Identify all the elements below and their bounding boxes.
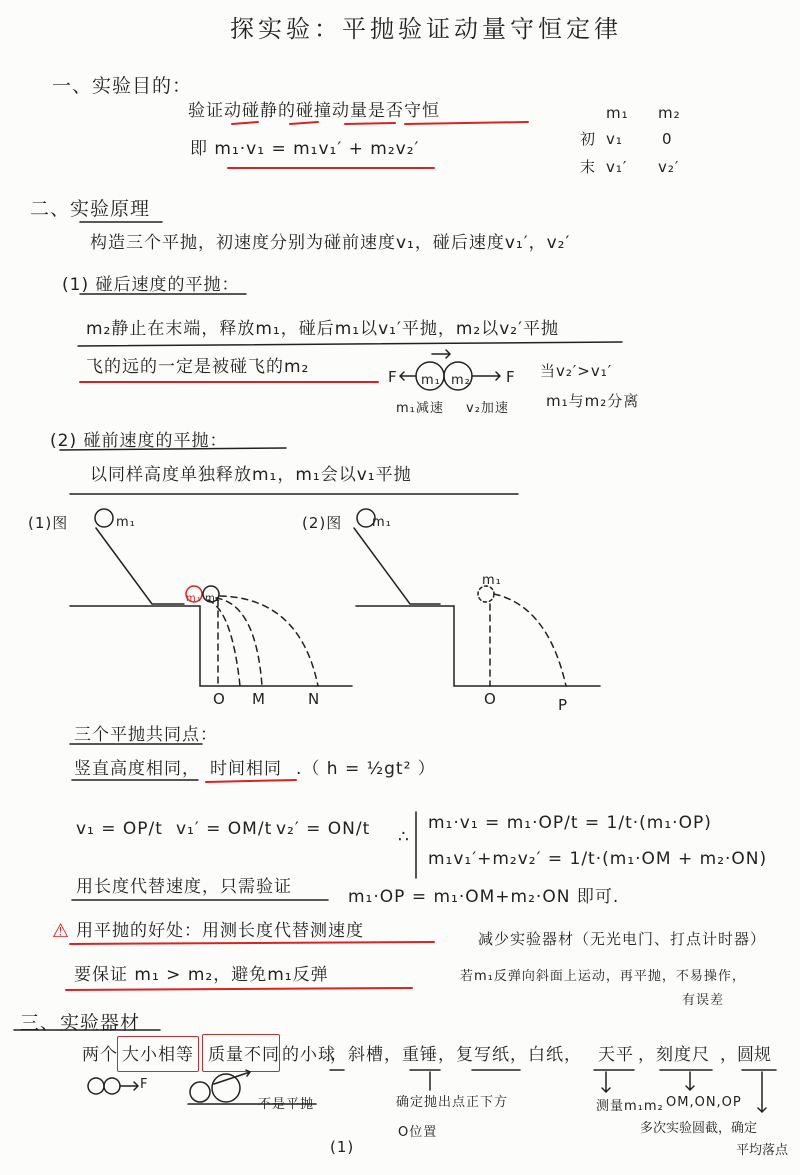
therefore-symbol: ∴ [398,827,410,847]
fig1-collision-m1-label: m₁ [186,593,202,604]
underline-mass [66,988,412,990]
final-equation: m₁·OP = m₁·OM+m₂·ON 即可. [348,887,620,907]
page-title: 探实验：平抛验证动量守恒定律 [230,15,622,43]
sphere-large-1 [190,1082,210,1102]
underline-sub2 [60,448,286,450]
v1-formula: v₁ = OP/t [76,819,163,839]
fig1-path-m2 [220,596,318,686]
compass-arrow [758,1072,766,1112]
underline-time [206,780,296,782]
sphere-small-1 [88,1078,104,1094]
fig2-top-label: m₁ [482,573,502,588]
force-ball-m1 [416,362,444,390]
force-right-label: F [506,368,516,386]
underline-conserve [405,122,528,124]
fig1-ball-label: m₁ [116,515,136,530]
ball-m2-label: m₂ [451,373,471,388]
sphere-arrow [120,1082,138,1090]
fig2-point-P: P [558,696,569,714]
fig2-ball [357,509,375,527]
fig1-collision-ball-m1 [186,586,202,602]
mass-condition: 要保证 m₁ > m₂，避免m₁反弹 [74,965,329,985]
fig2-path [494,594,566,686]
fig1-point-N: N [308,690,321,708]
equipment-compass: ，圆规 [720,1045,771,1065]
force-arrow-right [472,372,500,380]
fewer-equipment-note: 减少实验器材（无光电门、打点计时器） [478,930,767,948]
v2-prime-formula: v₂′ = ON/t [276,819,371,839]
fall-formula: .（ h = ½gt² ） [296,759,436,779]
table-head-m1: m₁ [606,104,629,122]
equation-after: m₁v₁′+m₂v₂′ = 1/t·(m₁·OM + m₂·ON) [428,849,768,869]
m1-decelerate-note: m₁减速 [396,401,444,416]
underline-jing [290,122,318,124]
force-arrow-left [400,372,416,380]
section-2-heading: 二、实验原理 [30,198,151,220]
equipment-balance: 天平 [598,1045,634,1065]
balance-note: 测量m₁m₂ [596,1099,664,1114]
underline-sub1-line1 [78,342,622,346]
equation-before: m₁·v₁ = m₁·OP/t = 1/t·(m₁·OP) [428,813,712,833]
sphere-small-2 [104,1078,120,1094]
equipment-list: ，斜槽，重锤，复写纸，白纸， [330,1045,582,1065]
velocity-arrow-top [432,350,450,358]
common-height: 竖直高度相同， [74,759,200,779]
table-row-initial-label: 初 [580,130,597,148]
table-row-final-m1: v₁′ [606,158,628,176]
underline-collision [345,123,395,124]
equipment-same-size: 大小相等 [122,1045,194,1065]
separation-condition: 当v₂′>v₁′ [540,362,613,380]
sub2-title: (2) 碰前速度的平抛： [50,431,228,451]
table-row-final-m2: v₂′ [658,158,680,176]
fig1-point-O: O [213,690,226,708]
rebound-note-2: 有误差 [682,993,725,1008]
advantage-note: 用平抛的好处：用测长度代替测速度 [76,921,364,941]
principle-intro: 构造三个平抛，初速度分别为碰前速度v₁，碰后速度v₁′，v₂′ [90,233,571,253]
table-row-initial-m1: v₁ [606,130,623,148]
sub2-line1: 以同样高度单独释放m₁，m₁会以v₁平抛 [90,465,412,485]
momentum-equation: 即 m₁·v₁ = m₁v₁′ + m₂v₂′ [190,139,420,159]
page-number: (1) [330,1138,355,1156]
force-left-label: F [388,368,398,386]
rebound-note-1: 若m₁反弹向斜面上运动，再平抛，不易操作， [460,969,746,984]
fig1-ball [95,509,113,527]
compass-note-1: 多次实验圆截，确定 [640,1121,758,1136]
fig1-label: (1)图 [28,514,69,532]
fig1-table-floor [70,606,352,686]
table-head-m2: m₂ [658,104,681,122]
fig1-collision-ball-m2 [203,586,219,602]
sub1-line2: 飞的远的一定是被碰飞的m₂ [86,357,310,377]
purpose-line: 验证动碰静的碰撞动量是否守恒 [188,101,440,121]
ruler-arrow [686,1072,694,1090]
ball-m1-label: m₁ [421,373,441,388]
equipment-diff-mass: 质量不同 [208,1045,280,1065]
equipment-ruler: ，刻度尺 [638,1045,710,1065]
table-row-final-label: 末 [580,158,597,176]
off-center-arrow [214,1070,250,1084]
not-horizontal-note: 不是平抛 [258,1097,315,1112]
fig1-path-m1 [208,600,240,686]
weight-note-1: 确定抛出点正下方 [396,1095,509,1110]
sphere-large-2 [212,1074,240,1102]
sub1-title: (1) 碰后速度的平抛： [62,275,240,295]
section-1-heading: 一、实验目的： [52,75,193,97]
fig1-ramp [96,528,184,604]
v1-prime-formula: v₁′ = OM/t [176,819,273,839]
fig2-ramp [354,528,440,604]
separation-result: m₁与m₂分离 [546,392,640,410]
fig2-point-O: O [484,690,497,708]
common-title: 三个平抛共同点： [74,725,218,745]
fig2-ball-label: m₁ [372,515,392,530]
ruler-note: OM,ON,OP [666,1095,742,1110]
fig1-collision-m2-label: m₂ [205,593,221,604]
sphere-force-label: F [140,1077,149,1092]
table-row-initial-m2: 0 [662,130,673,148]
compass-note-2: 平均落点 [736,1143,789,1158]
equipment-prefix: 两个 [82,1045,118,1065]
warning-icon: ⚠ [52,920,71,942]
sub1-line1: m₂静止在末端，释放m₁，碰后m₁以v₁′平抛，m₂以v₂′平抛 [86,319,559,339]
balance-arrow [602,1072,610,1092]
fig1-point-M: M [252,690,266,708]
underline-advantage [70,942,434,944]
length-replace-note: 用长度代替速度，只需验证 [76,877,292,897]
equipment-balls: 的小球 [282,1045,336,1065]
fig2-ball-edge [478,586,494,602]
weight-note-2: O位置 [398,1125,438,1140]
underline-dong [232,122,258,124]
force-ball-m2 [444,362,472,390]
fig2-label: (2)图 [302,514,343,532]
common-time: 时间相同 [210,759,282,779]
section-3-heading: 三、实验器材 [20,1012,141,1034]
m2-accelerate-note: v₂加速 [466,401,509,416]
